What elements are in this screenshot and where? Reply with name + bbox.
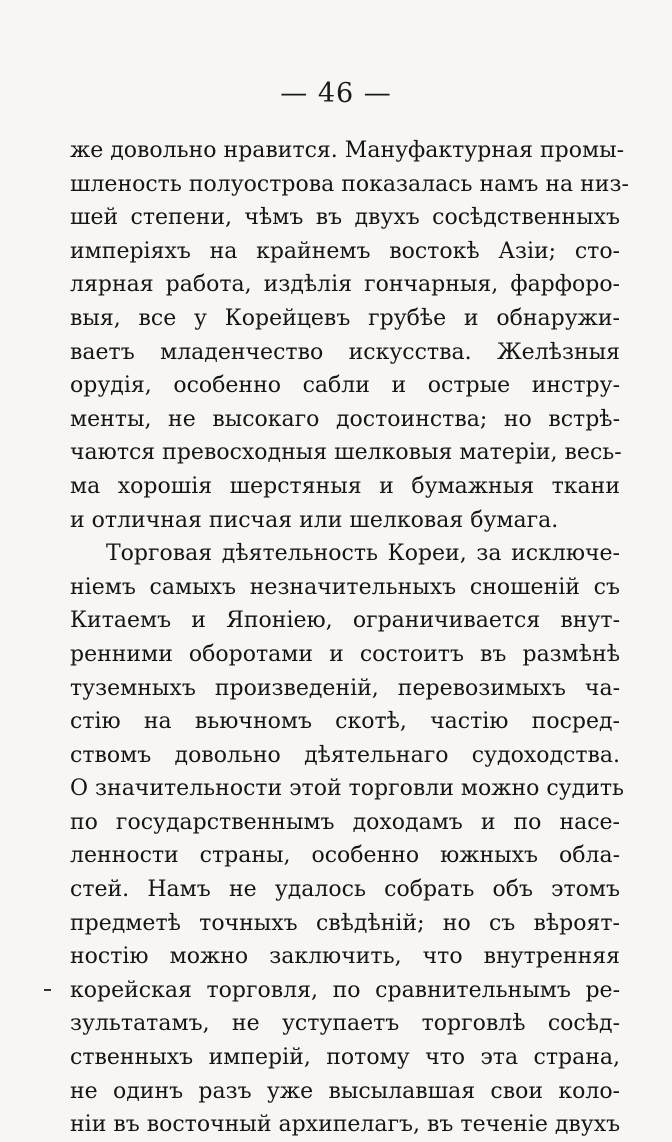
- text-line: менты, не высокаго достоинства; но встрѣ-: [70, 406, 620, 432]
- text-line: не одинъ разъ уже высылавшая свои коло-: [70, 1078, 620, 1104]
- margin-mark: [44, 989, 51, 991]
- text-line: ственныхъ имперій, потому что эта страна,: [70, 1045, 620, 1071]
- text-line: ніи въ восточный архипелагъ, въ теченіе двухъ: [70, 1112, 621, 1138]
- text-line: выя, все у Корейцевъ грубѣе и обнаружи-: [70, 305, 620, 331]
- text-line: ніемъ самыхъ незначительныхъ сношеній съ: [70, 574, 620, 600]
- text-line: туземныхъ произведеній, перевозимыхъ ча-: [70, 675, 620, 701]
- text-line: Китаемъ и Японіею, ограничивается внут-: [70, 608, 620, 634]
- text-line: по государственнымъ доходамъ и по насе-: [70, 809, 620, 835]
- text-line: ваетъ младенчество искусства. Желѣзныя: [70, 339, 620, 365]
- text-line: имперіяхъ на крайнемъ востокѣ Азіи; сто-: [70, 238, 620, 264]
- text-line: шленость полуострова показалась намъ на низ-: [70, 171, 629, 197]
- text-line: чаются превосходныя шелковыя матеріи, весь-: [70, 440, 622, 466]
- text-line: ленности страны, особенно южныхъ обла-: [70, 843, 620, 869]
- text-line: ма хорошія шерстяныя и бумажныя ткани: [70, 473, 620, 499]
- text-line: шей степени, чѣмъ въ двухъ сосѣдственныхъ: [70, 205, 620, 231]
- text-line: стію на вьючномъ скотѣ, частію посред-: [70, 709, 620, 735]
- text-line: зультатамъ, не уступаетъ торговлѣ сосѣд-: [70, 1011, 620, 1037]
- text-line: О значительности этой торговли можно судить: [70, 776, 625, 802]
- text-line: ствомъ довольно дѣятельнаго судоходства.: [70, 742, 620, 768]
- text-line: Торговая дѣятельность Кореи, за исключе-: [106, 541, 620, 567]
- text-line: и отличная писчая или шелковая бумага.: [70, 507, 559, 533]
- body-text: [70, 134, 629, 1142]
- text-line: предметѣ точныхъ свѣдѣній; но съ вѣроят-: [70, 910, 620, 936]
- text-line: лярная работа, издѣлія гончарныя, фарфоро-: [70, 272, 620, 298]
- text-line: ностію можно заключить, что внутренняя: [70, 944, 620, 970]
- page-number: — 46 —: [280, 78, 392, 109]
- text-line: ренними оборотами и состоитъ въ размѣнѣ: [70, 641, 620, 667]
- text-line: же довольно нравится. Мануфактурная промы-: [70, 138, 625, 163]
- text-line: орудія, особенно сабли и острые инстру-: [70, 373, 620, 399]
- text-line: стей. Намъ не удалось собрать объ этомъ: [70, 877, 620, 903]
- text-line: корейская торговля, по сравнительнымъ ре-: [70, 977, 620, 1003]
